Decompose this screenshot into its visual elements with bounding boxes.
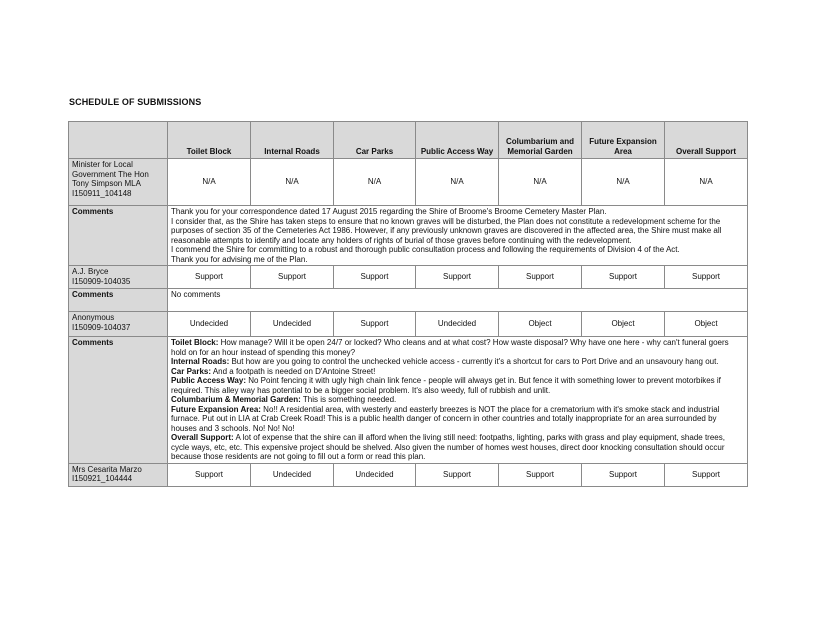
header-car-parks: Car Parks [334,122,416,159]
vote-cell: Support [665,266,748,289]
vote-cell: N/A [416,159,499,206]
table-row [69,463,748,486]
vote-cell: Support [416,463,499,486]
vote-cell: Support [334,266,416,289]
vote-cell: N/A [499,159,582,206]
comments-row [69,337,748,464]
submitter-name: Mrs Cesarita Marzo I150921_104444 [69,463,168,486]
comment-item: Overall Support: A lot of expense that the shire can ill afford when the living still need: footpaths, lighting, parks with grass and play equipment, shade trees, cycle ways, etc, etc. This expensive project should be shelved. Also given the number of homes west houses, direct door knocking consultation should occur because those residents are not going to fill out a form or read this plan. [171,433,725,461]
document-title: SCHEDULE OF SUBMISSIONS [69,97,202,107]
vote-cell: N/A [334,159,416,206]
submitter-name: Minister for Local Government The Hon Tony Simpson MLA I150911_104148 [69,159,168,206]
vote-cell: N/A [582,159,665,206]
vote-cell: Support [665,463,748,486]
vote-cell: Object [582,312,665,337]
vote-cell: Support [499,266,582,289]
comments-label: Comments [69,337,168,464]
vote-cell: Undecided [168,312,251,337]
header-public-access-way: Public Access Way [416,122,499,159]
header-submitter [69,122,168,159]
comments-row [69,206,748,266]
vote-cell: Support [582,266,665,289]
vote-cell: Undecided [251,312,334,337]
vote-cell: N/A [251,159,334,206]
submitter-name: A.J. Bryce I150909-104035 [69,266,168,289]
vote-cell: Object [499,312,582,337]
header-columbarium: Columbarium and Memorial Garden [499,122,582,159]
comment-item: Car Parks: And a footpath is needed on D'Antoine Street! [171,366,376,376]
comments-label: Comments [69,206,168,266]
comment-item: Future Expansion Area: No!! A residential area, with westerly and easterly breezes is NOT the place for a crematorium with it's smoke stack and industrial furnace. Put out in LIA at Crab Creek Road! This is a public health danger of concern in other countries and totally inappropriate for an area surrounded by houses and 3 schools. No! No! No! [171,404,720,433]
header-row [69,122,748,159]
comment-text: Thank you for your correspondence dated 17 August 2015 regarding the Shire of Broome's Broome Cemetery Master Plan. I consider that, as the Shire has taken steps to ensure that no known graves will be disturbed, the Plan does not constitute a redevelopment scheme for the purposes of section 35 of the Cemeteries Act 1986. However, if any previously unknown graves are discovered in the affected area, the Shire must make all reasonable attempts to identify and locate any holders of rights of burial of those graves before continuing with the redevelopment. I commend the Shire for committing to a robust and thorough public consultation process and following the requirements of Division 4 of the Act. Thank you for advising me of the Plan. [168,206,748,266]
header-overall-support: Overall Support [665,122,748,159]
vote-cell: Support [168,266,251,289]
header-internal-roads: Internal Roads [251,122,334,159]
comment-item: Toilet Block: How manage? Will it be open 24/7 or locked? Who cleans and at what cost? How waste disposal? Why have one here - why can't funeral goers hold on for an hour instead of spending this money? [171,338,729,357]
table-row [69,159,748,206]
table-row [69,266,748,289]
submissions-table [68,121,748,487]
vote-cell: Support [416,266,499,289]
comment-text: No comments [168,289,748,312]
comment-text [168,337,748,464]
comment-item: Columbarium & Memorial Garden: This is something needed. [171,395,397,404]
vote-cell: Object [665,312,748,337]
comments-row [69,289,748,312]
comments-label: Comments [69,289,168,312]
vote-cell: Support [251,266,334,289]
vote-cell: Support [582,463,665,486]
vote-cell: Support [168,463,251,486]
comment-item: Public Access Way: No Point fencing it with ugly high chain link fence - people will always get in. But fence it with something lower to prevent motorbikes if required. This alley way has potential to be a bigger social problem. It's also weedy, full of rubbish and unlit. [171,376,721,395]
comment-item: Internal Roads: But how are you going to control the unchecked vehicle access - currently it's a shortcut for cars to Port Drive and an unsavoury hang out. [171,357,719,366]
vote-cell: N/A [168,159,251,206]
submitter-name: Anonymous I150909-104037 [69,312,168,337]
header-future-expansion: Future Expansion Area [582,122,665,159]
table-row [69,312,748,337]
vote-cell: Support [334,312,416,337]
vote-cell: Support [499,463,582,486]
vote-cell: Undecided [416,312,499,337]
vote-cell: N/A [665,159,748,206]
header-toilet-block: Toilet Block [168,122,251,159]
vote-cell: Undecided [251,463,334,486]
vote-cell: Undecided [334,463,416,486]
